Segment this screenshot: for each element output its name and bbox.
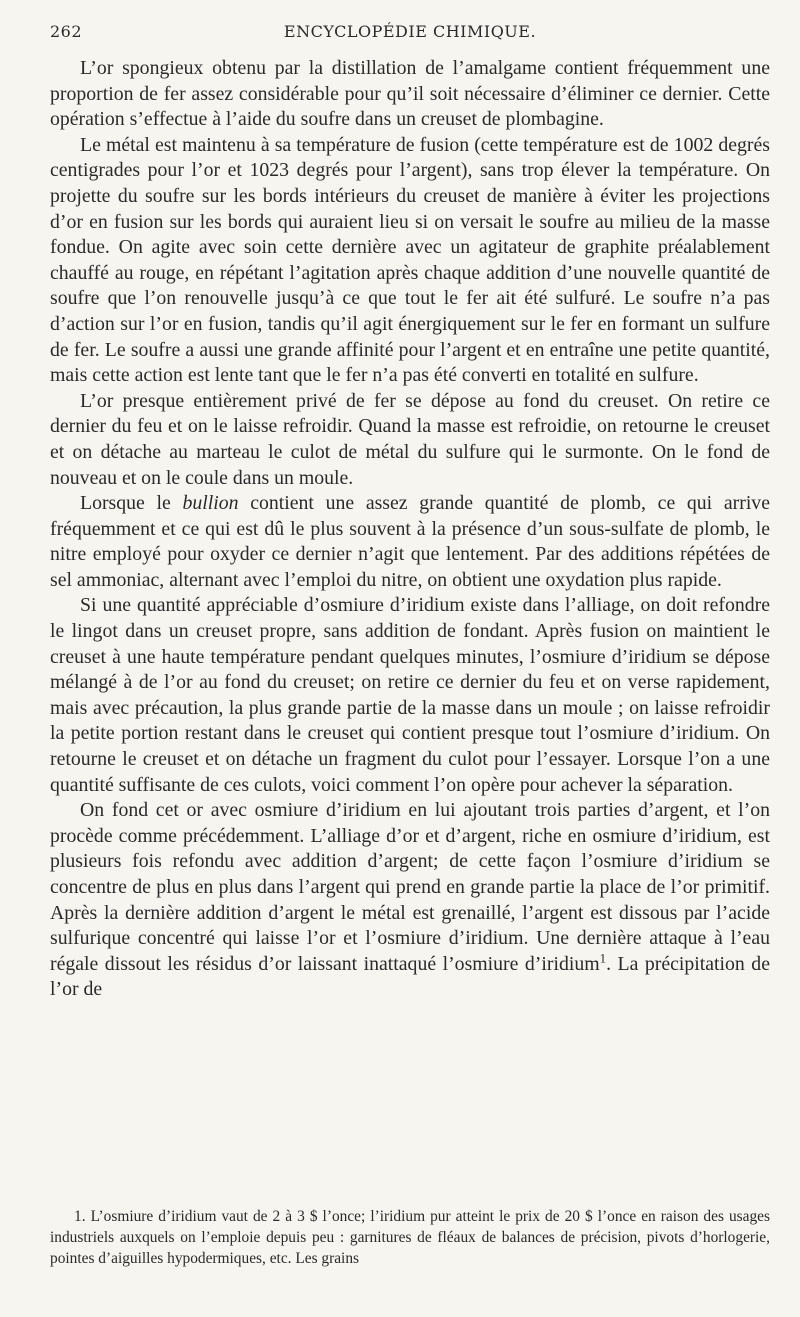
- paragraph: Le métal est maintenu à sa température de fusion (cette température est de 1002 degrés centigrades pour l’or et 1023 degrés pour l’argent), sans trop élever la température. On projette du soufre sur les bords intérieurs du creuset de manière à éviter les projections d’or en fusion sur les bords qui auraient lieu si on versait le soufre au milieu de la masse fondue. On agite avec soin cette dernière avec un agitateur de graphite préalablement chauffé au rouge, en répétant l’agitation après chaque addition d’une nouvelle quantité de soufre que l’on renouvelle jusqu’à ce que tout le fer ait été sulfuré. Le soufre n’a pas d’action sur l’or en fusion, tandis qu’il agit énergiquement sur le fer en formant un sulfure de fer. Le soufre a aussi une grande affinité pour l’argent et en entraîne une petite quantité, mais cette action est lente tant que le fer n’a pas été converti en totalité en sulfure.: [50, 133, 770, 387]
- paragraph-last: [50, 798, 770, 1003]
- page-header: [50, 22, 770, 56]
- text-segment: On fond cet or avec osmiure d’iridium en lui ajoutant trois parties d’argent, et l’on procède comme précédemment. L’alliage d’or et d’argent, riche en osmiure d’iridium, est plusieurs fois refondu avec addition d’argent; de cette façon l’osmiure d’iridium se concentre de plus en plus dans l’argent qui prend en grande partie la place de l’or primitif. Après la dernière addition d’argent le métal est grenaillé, l’argent est dissous par l’acide sulfurique concentré qui laisse l’or et l’osmiure d’iridium. Une dernière attaque à l’eau régale dissout les résidus d’or laissant inattaqué l’osmiure d’iridium: [50, 799, 770, 975]
- paragraph: Si une quantité appréciable d’osmiure d’iridium existe dans l’alliage, on doit refondre le lingot dans un creuset propre, sans addition de fondant. Après fusion on maintient le creuset à une haute température pendant quelques minutes, l’osmiure d’iridium se dépose mélangé à de l’or au fond du creuset; on retire ce dernier du feu et on verse rapidement, mais avec précaution, la plus grande partie de la masse dans un moule ; on laisse refroidir la petite portion restant dans le creuset qui contient presque tout l’osmiure d’iridium. On retourne le creuset et on détache un fragment du culot pour l’essayer. Lorsque l’on a une quantité suffisante de ces culots, voici comment l’on opère pour achever la séparation.: [50, 594, 770, 796]
- text-segment: . La précipitation de l’or de: [50, 952, 770, 1001]
- italic-term: bullion: [182, 492, 239, 515]
- body-text: [50, 56, 770, 1003]
- text-segment: Lorsque le: [80, 492, 183, 515]
- paragraph: L’or spongieux obtenu par la distillation de l’amalgame contient fréquemment une proportion de fer assez considérable pour qu’il soit nécessaire d’éliminer ce dernier. Cette opération s’effectue à l’aide du soufre dans un creuset de plombagine.: [50, 57, 770, 131]
- page-number: 262: [50, 22, 83, 41]
- footnote-text: 1. L’osmiure d’iridium vaut de 2 à 3 $ l’once; l’iridium pur atteint le prix de 20 $ l’once en raison des usages industriels auxquels on l’emploie depuis peu : garnitures de fléaux de balances de précision, pivots d’horlogerie, pointes d’aiguilles hypodermiques, etc. Les grains: [50, 1208, 770, 1267]
- paragraph-bullion: [50, 491, 770, 593]
- running-title: ENCYCLOPÉDIE CHIMIQUE.: [283, 22, 537, 41]
- text-segment: contient une assez grande quantité de plomb, ce qui arrive fréquemment et ce qui est dû le plus souvent à la présence d’un sous-sulfate de plomb, le nitre employé pour oxyder ce dernier n’agit que lentement. Par des additions répétées de sel ammoniac, alternant avec l’emploi du nitre, on obtient une oxydation plus rapide.: [50, 492, 770, 591]
- paragraph: L’or presque entièrement privé de fer se dépose au fond du creuset. On retire ce dernier du feu et on le laisse refroidir. Quand la masse est refroidie, on retourne le creuset et on détache au marteau le culot de métal du sulfure qui le surmonte. On le fond de nouveau et on le coule dans un moule.: [50, 389, 770, 489]
- footnote: [50, 1206, 770, 1269]
- footnote-reference[interactable]: 1: [599, 951, 607, 966]
